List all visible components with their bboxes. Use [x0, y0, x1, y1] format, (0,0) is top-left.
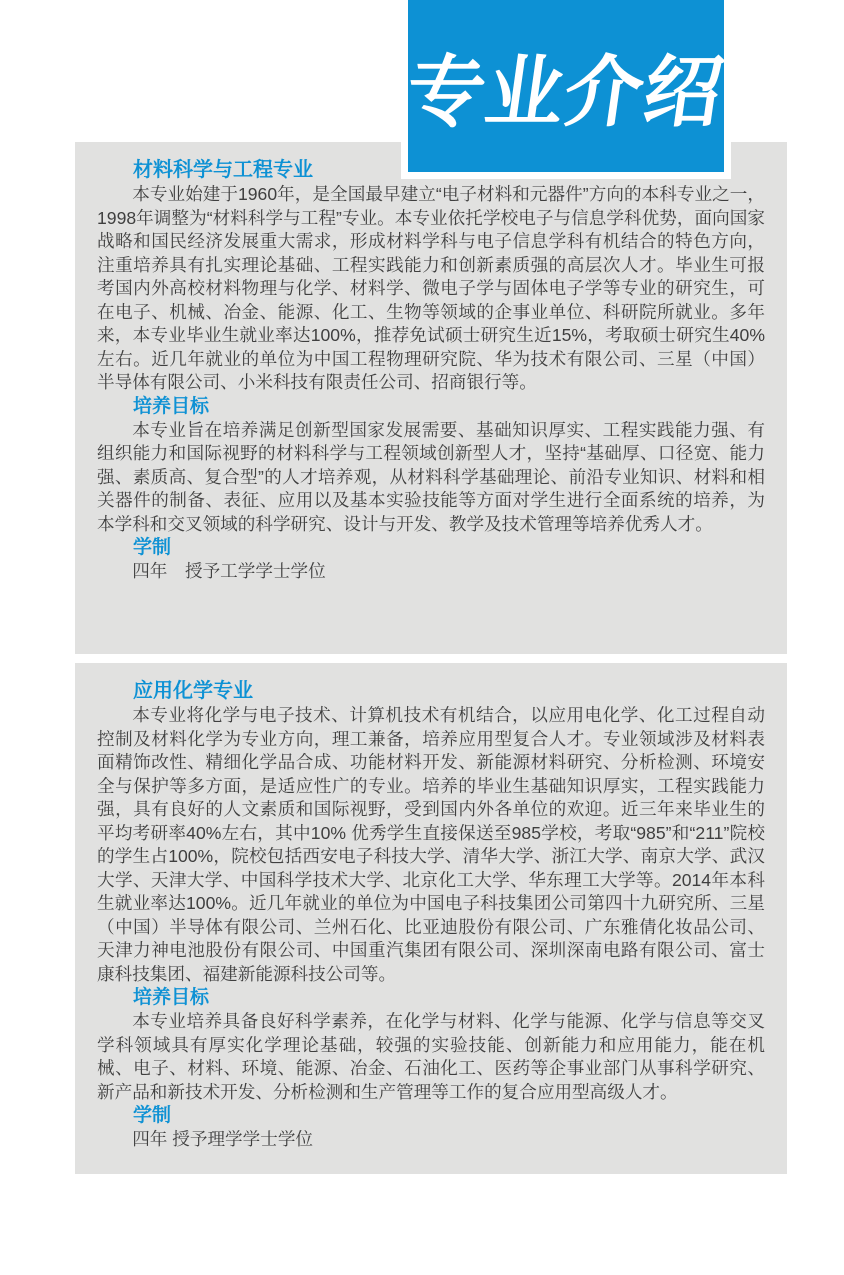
- goals-heading: 培养目标: [133, 395, 210, 417]
- goals-paragraph: 本专业培养具备良好科学素养，在化学与材料、化学与能源、化学与信息等交叉学科领域具有厚实化学理论基础，较强的实验技能、创新能力和应用能力，能在机械、电子、材料、环境、能源、冶金、石油化工、医药等企事业部门从事科学研究、新产品和新技术开发、分析检测和生产管理等工作的复合应用型高级人才。: [97, 1011, 765, 1102]
- page-title: 专业介绍: [400, 47, 730, 136]
- title-banner: [401, 0, 731, 179]
- duration-text: 四年 授予工学学士学位: [132, 561, 326, 581]
- section-title: 材料科学与工程专业: [133, 159, 313, 181]
- duration-heading: 学制: [133, 537, 172, 558]
- section-panel-materials: [75, 142, 787, 654]
- goals-paragraph: 本专业旨在培养满足创新型国家发展需要、基础知识厚实、工程实践能力强、有组织能力和国际视野的材料科学与工程领域创新型人才，坚持“基础厚、口径宽、能力强、素质高、复合型”的人才培养观，从材料科学基础理论、前沿专业知识、材料和相关器件的制备、表征、应用以及基本实验技能等方面对学生进行全面系统的培养，为本学科和交叉领域的科学研究、设计与开发、教学及技术管理等培养优秀人才。: [97, 419, 765, 534]
- section-intro-paragraph: 本专业将化学与电子技术、计算机技术有机结合，以应用电化学、化工过程自动控制及材料化学为专业方向，理工兼备，培养应用型复合人才。专业领域涉及材料表面精饰改性、精细化学品合成、功能材料开发、新能源材料研究、分析检测、环境安全与保护等多方面，是适应性广的专业。培养的毕业生基础知识厚实，工程实践能力强，具有良好的人文素质和国际视野，受到国内外各单位的欢迎。近三年来毕业生的平均考研率40%左右，其中10% 优秀学生直接保送至985学校，考取“985”和“211”院校的学生占100%，院校包括西安电子科技大学、清华大学、浙江大学、南京大学、武汉大学、天津大学、中国科学技术大学、北京化工大学、华东理工大学等。2014年本科生就业率达100%。近几年就业的单位为中国电子科技集团公司第四十九研究所、三星（中国）半导体有限公司、兰州石化、比亚迪股份有限公司、广东雅倩化妆品公司、天津力神电池股份有限公司、中国重汽集团有限公司、深圳深南电路有限公司、富士康科技集团、福建新能源科技公司等。: [97, 705, 765, 984]
- duration-heading: 学制: [133, 1105, 172, 1126]
- section-title: 应用化学专业: [133, 680, 253, 702]
- goals-heading: 培养目标: [133, 987, 210, 1008]
- section-intro-paragraph: 本专业始建于1960年，是全国最早建立“电子材料和元器件”方向的本科专业之一，1998年调整为“材料科学与工程”专业。本专业依托学校电子与信息学科优势，面向国家战略和国民经济发展重大需求，形成材料学科与电子信息学科有机结合的特色方向，注重培养具有扎实理论基础、工程实践能力和创新素质强的高层次人才。毕业生可报考国内外高校材料物理与化学、材料学、微电子学与固体电子学等专业的研究生，可在电子、机械、冶金、能源、化工、生物等领域的企事业单位、科研院所就业。多年来，本专业毕业生就业率达100%，推荐免试硕士研究生近15%，考取硕士研究生40%左右。近几年就业的单位为中国工程物理研究院、华为技术有限公司、三星（中国）半导体有限公司、小米科技有限责任公司、招商银行等。: [97, 184, 765, 392]
- duration-text: 四年 授予理学学士学位: [132, 1129, 314, 1149]
- section-panel-chemistry: [75, 663, 787, 1174]
